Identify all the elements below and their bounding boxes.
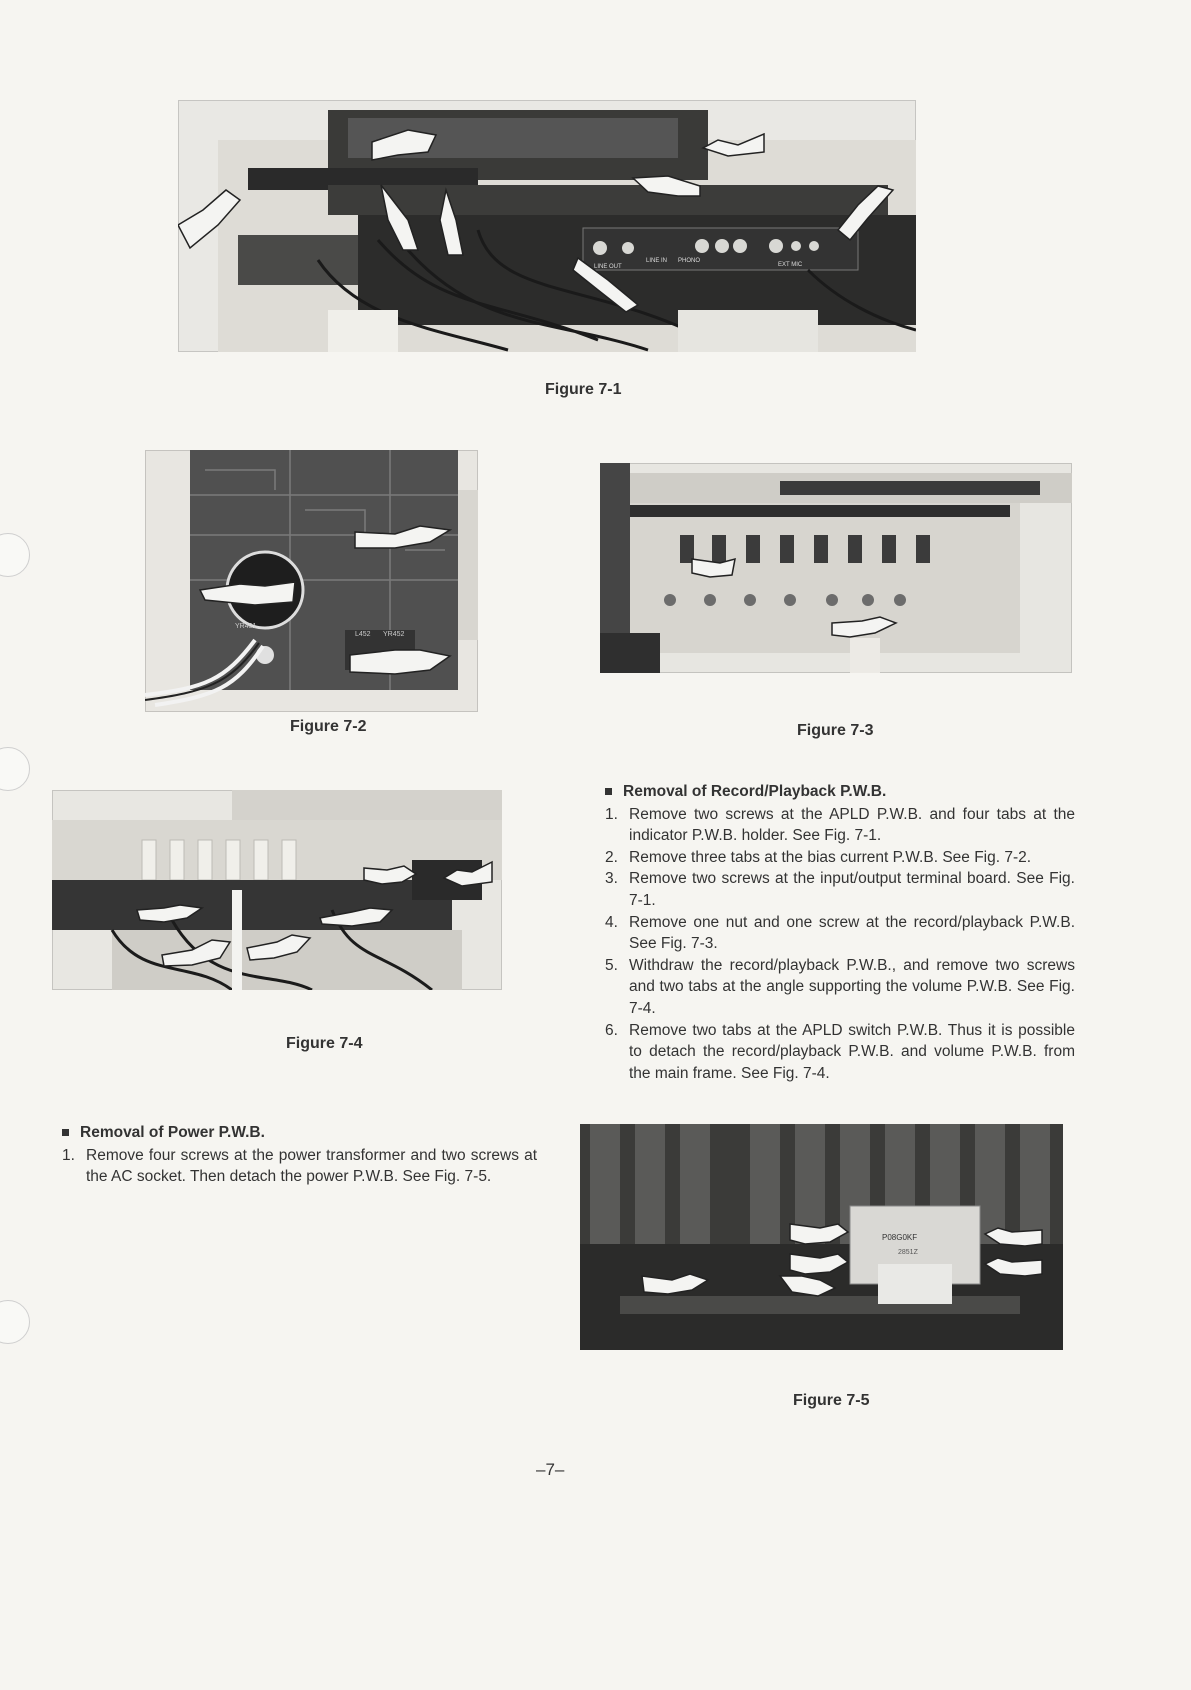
figure-caption: Figure 7-4 (286, 1035, 363, 1052)
power-section (62, 1122, 537, 1188)
list-item: 1. Remove two screws at the APLD P.W.B. and four tabs at the indicator P.W.B. holder. See Fig. 7-1. (605, 805, 1075, 845)
figure-7-3-photo (600, 463, 1072, 673)
list-item: 6. Remove two tabs at the APLD switch P.W.B. Thus it is possible to detach the record/playback P.W.B. and volume P.W.B. from the main frame. See Fig. 7-4. (605, 1021, 1075, 1082)
steps-list (605, 804, 1075, 1085)
list-item: 2. Remove three tabs at the bias current P.W.B. See Fig. 7-2. (605, 848, 1032, 866)
figure-caption: Figure 7-1 (545, 381, 622, 398)
binder-hole (0, 747, 30, 791)
board-label: YR452 (383, 631, 405, 638)
panel-label: LINE IN (646, 258, 668, 264)
figure-7-5-photo (580, 1124, 1063, 1350)
transformer-label: 2851Z (898, 1249, 918, 1256)
steps-list (62, 1145, 537, 1188)
panel-label: LINE OUT (594, 264, 622, 270)
list-item: 4. Remove one nut and one screw at the record/playback P.W.B. See Fig. 7-3. (605, 913, 1075, 953)
list-item: 5. Withdraw the record/playback P.W.B., and remove two screws and two tabs at the angle supporting the volume P.W.B. See Fig. 7-4. (605, 956, 1075, 1017)
panel-label: EXT MIC (778, 262, 803, 268)
page-number: –7– (536, 1460, 565, 1479)
section-heading: Removal of Power P.W.B. (62, 1122, 537, 1144)
panel-label: PHONO (678, 258, 701, 264)
transformer-label: P08G0KF (882, 1233, 918, 1242)
list-item: 3. Remove two screws at the input/output terminal board. See Fig. 7-1. (605, 870, 1075, 909)
figure-caption: Figure 7-2 (290, 718, 367, 735)
list-item: 1. Remove four screws at the power transformer and two screws at the AC socket. Then detach the power P.W.B. See Fig. 7-5. (62, 1146, 537, 1186)
figure-7-1-photo (178, 100, 916, 352)
figure-7-2-photo (145, 450, 478, 712)
bullet-icon (62, 1129, 69, 1136)
board-label: YR451 (235, 623, 257, 630)
figure-caption: Figure 7-5 (793, 1392, 870, 1409)
bullet-icon (605, 788, 612, 795)
binder-hole (0, 533, 30, 577)
figure-caption: Figure 7-3 (797, 722, 874, 739)
record-playback-section (605, 781, 1075, 1084)
binder-hole (0, 1300, 30, 1344)
figure-7-4-photo (52, 790, 502, 990)
board-label: L452 (355, 631, 371, 638)
section-heading: Removal of Record/Playback P.W.B. (605, 781, 1075, 803)
